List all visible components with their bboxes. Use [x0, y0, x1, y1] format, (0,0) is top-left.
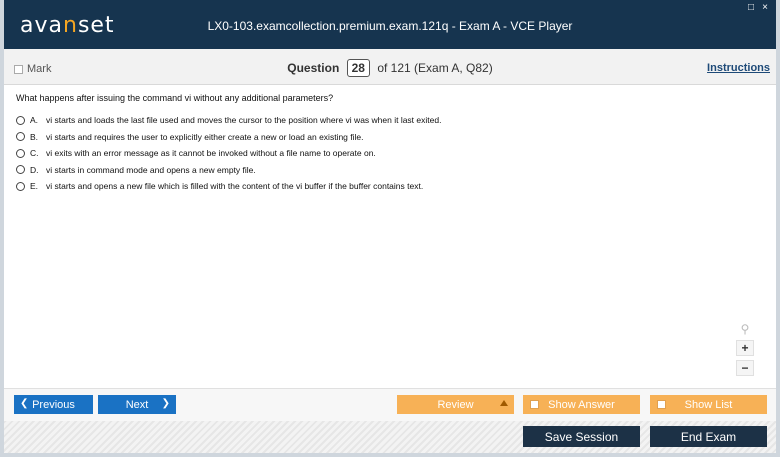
chevron-right-icon: ❯ — [161, 398, 170, 409]
option-text: vi starts in command mode and opens a new empty file. — [46, 164, 256, 175]
save-session-button[interactable]: Save Session — [523, 426, 640, 447]
option-letter: C. — [30, 148, 39, 159]
option-text: vi starts and requires the user to explicitly either create a new or load an existing file. — [46, 131, 364, 142]
window-controls — [746, 3, 770, 13]
option-letter: A. — [30, 115, 39, 126]
question-text: What happens after issuing the command vi without any additional parameters? — [16, 93, 334, 103]
question-counter — [4, 59, 776, 77]
next-button[interactable] — [98, 395, 176, 414]
option-letter: D. — [30, 164, 39, 175]
zoom-controls — [736, 322, 754, 376]
previous-button[interactable] — [14, 395, 93, 414]
question-content — [4, 86, 776, 388]
title-bar — [4, 0, 776, 49]
maximize-icon[interactable]: □ — [747, 2, 755, 13]
window-title: LX0-103.examcollection.premium.exam.121q - Exam A - VCE Player — [207, 19, 573, 33]
radio-icon[interactable] — [16, 165, 25, 174]
option-d[interactable] — [16, 162, 441, 179]
radio-icon[interactable] — [16, 132, 25, 141]
question-total: of 121 (Exam A, Q82) — [377, 61, 493, 75]
magnifier-icon: ⚲ — [740, 322, 750, 336]
question-number-input[interactable]: 28 — [347, 59, 370, 77]
option-letter: B. — [30, 131, 39, 142]
option-b[interactable] — [16, 129, 441, 146]
option-text: vi exits with an error message as it cannot be invoked without a file name to operate on. — [46, 148, 376, 159]
checkbox-icon[interactable] — [657, 400, 666, 409]
show-answer-button[interactable] — [523, 395, 640, 414]
show-list-label: Show List — [684, 398, 733, 411]
zoom-in-button[interactable]: + — [736, 340, 754, 356]
close-icon[interactable]: × — [762, 2, 768, 13]
option-letter: E. — [30, 181, 39, 192]
radio-icon[interactable] — [16, 149, 25, 158]
radio-icon[interactable] — [16, 116, 25, 125]
review-button[interactable] — [397, 395, 514, 414]
mark-label: Mark — [27, 63, 52, 75]
show-list-button[interactable] — [650, 395, 767, 414]
question-bar — [4, 49, 776, 85]
checkbox-icon[interactable] — [530, 400, 539, 409]
previous-label: Previous — [32, 398, 75, 411]
option-text: vi starts and opens a new file which is filled with the content of the vi buffer if the buffer contains text. — [46, 181, 424, 192]
triangle-up-icon — [500, 400, 508, 406]
question-label: Question — [287, 61, 340, 75]
instructions-link[interactable]: Instructions — [707, 62, 770, 74]
review-label: Review — [437, 398, 474, 411]
option-a[interactable] — [16, 112, 441, 129]
navigation-bar — [4, 388, 776, 421]
zoom-out-button[interactable]: − — [736, 360, 754, 376]
chevron-left-icon: ❮ — [20, 398, 29, 409]
end-exam-button[interactable]: End Exam — [650, 426, 767, 447]
answer-options — [16, 112, 441, 195]
option-text: vi starts and loads the last file used and moves the cursor to the position where vi was when it last exited. — [46, 115, 442, 126]
next-label: Next — [125, 398, 149, 411]
option-e[interactable] — [16, 178, 441, 195]
session-bar — [4, 421, 776, 453]
show-answer-label: Show Answer — [548, 398, 615, 411]
app-logo: avanset — [20, 13, 115, 38]
radio-icon[interactable] — [16, 182, 25, 191]
option-c[interactable] — [16, 145, 441, 162]
